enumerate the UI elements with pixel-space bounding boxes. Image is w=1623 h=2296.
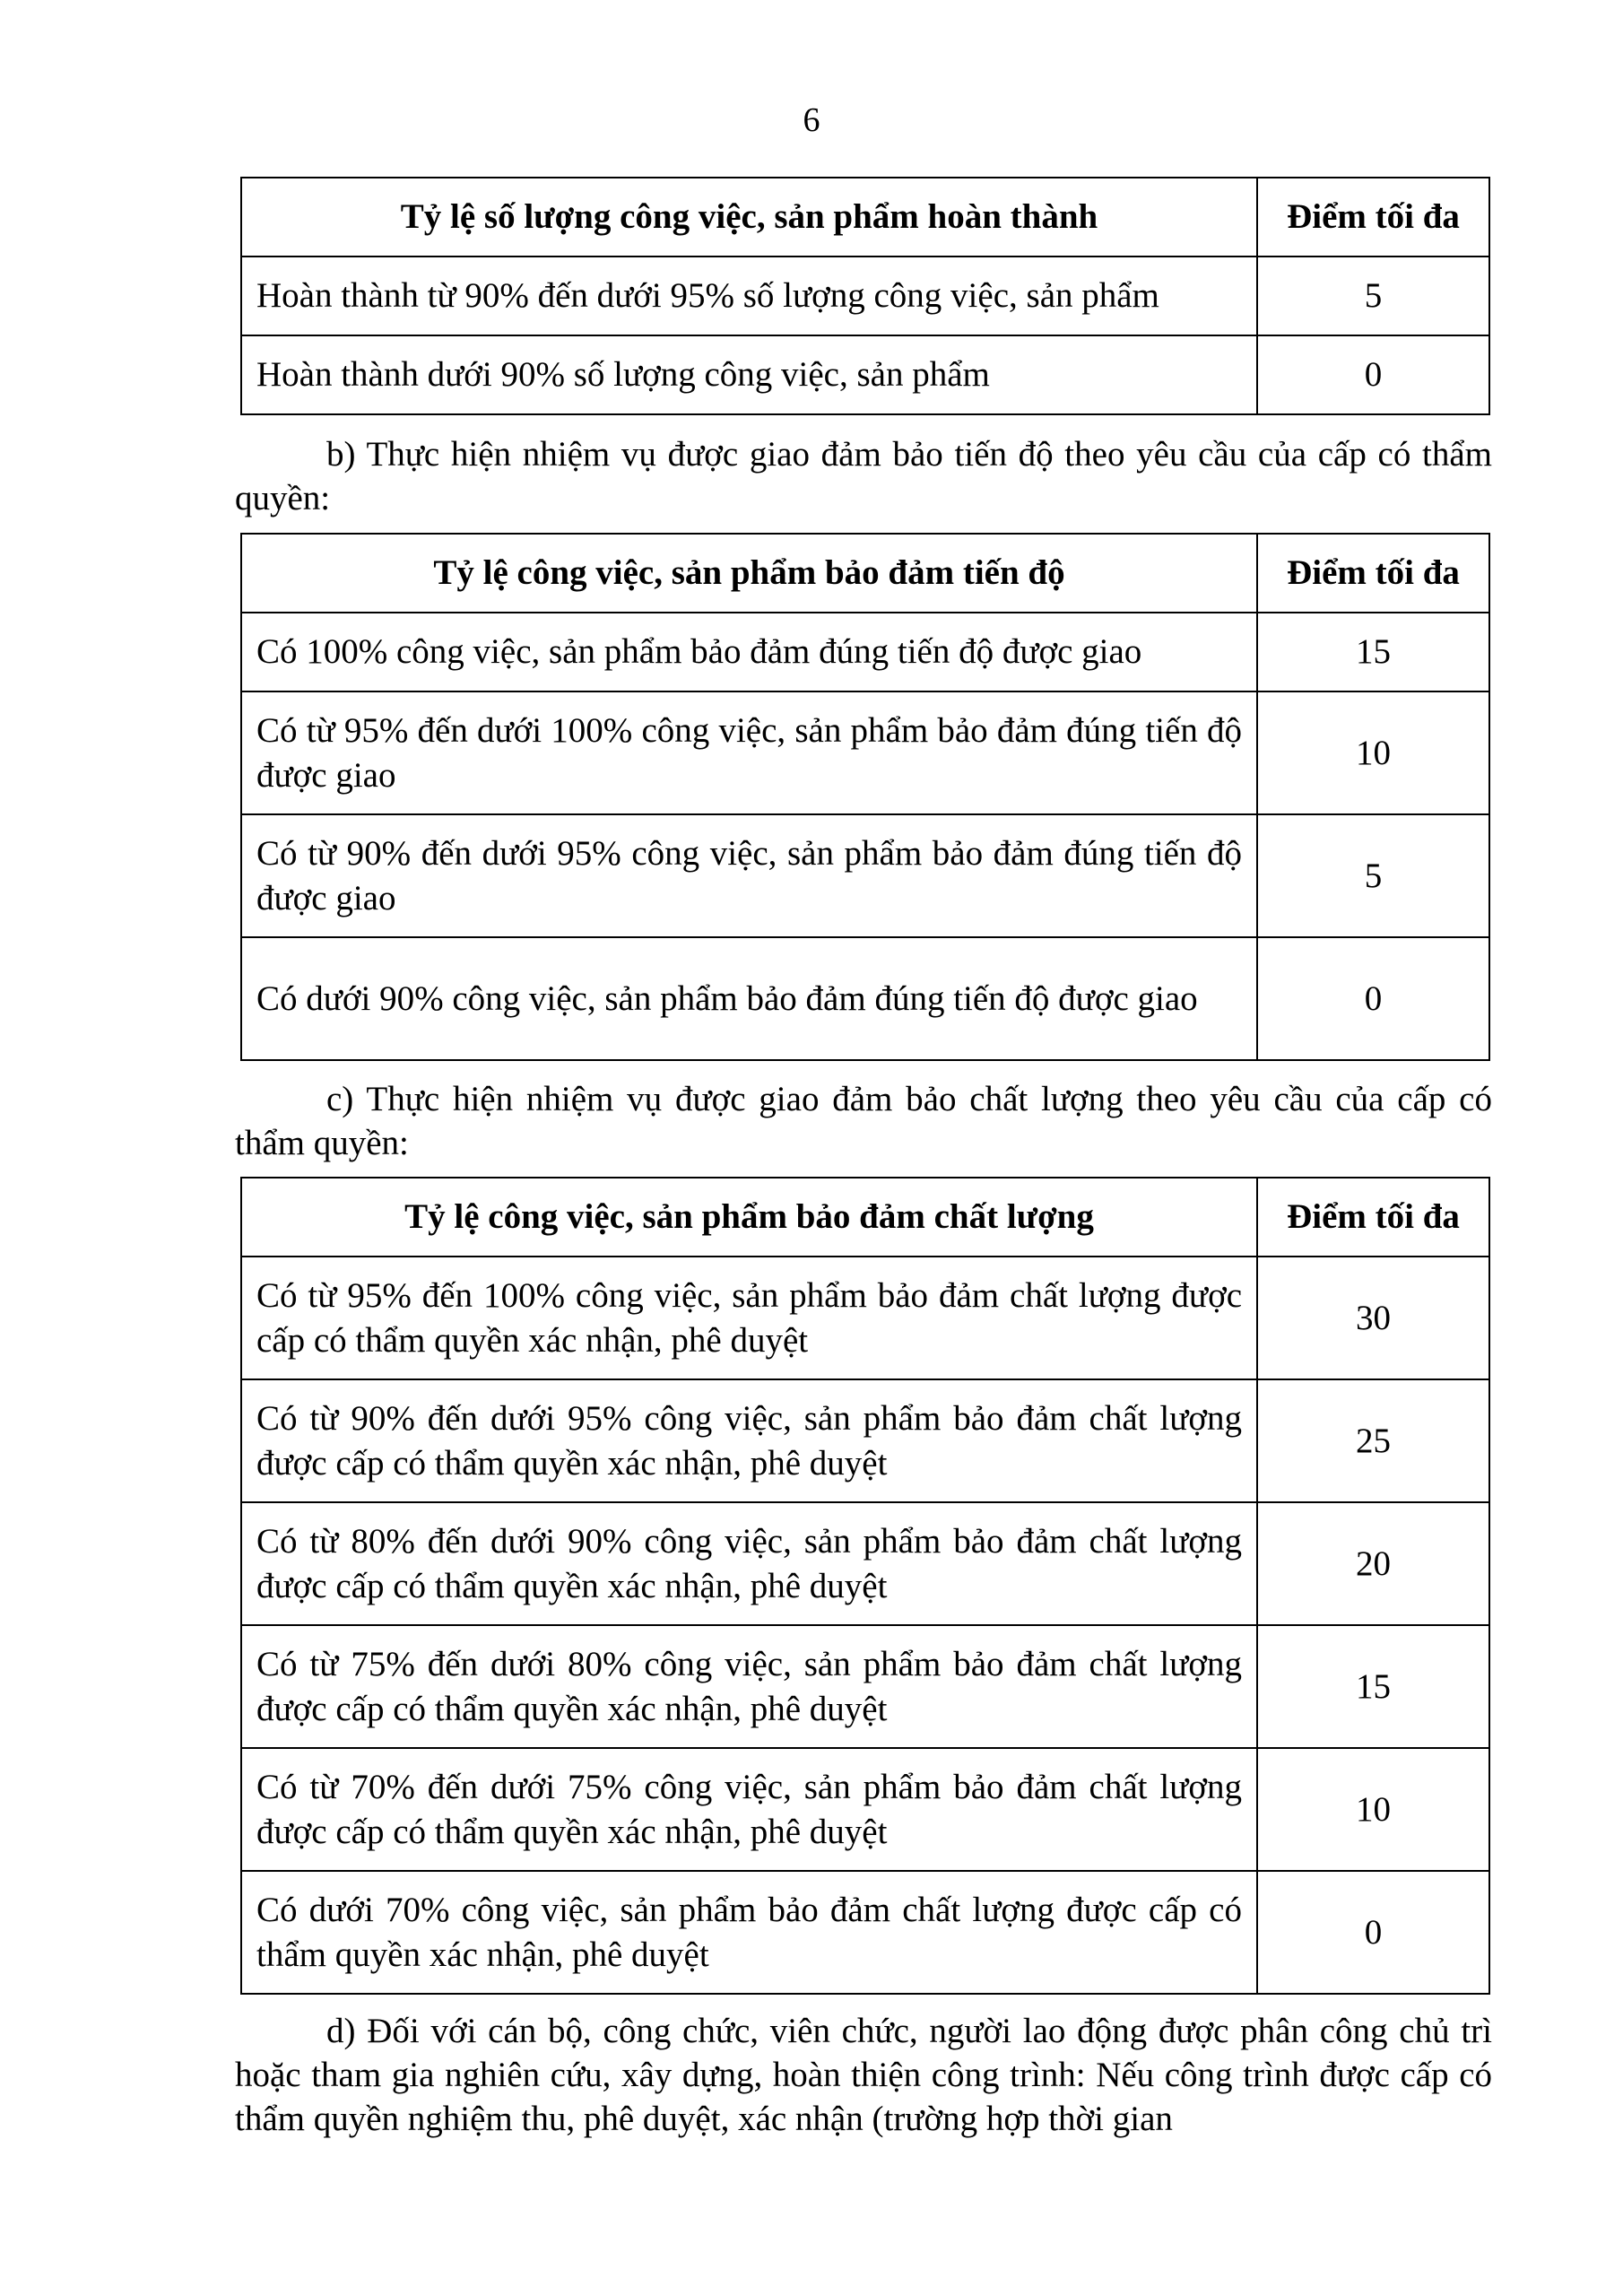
table-row [241,814,1489,937]
criteria-cell: Hoàn thành dưới 90% số lượng công việc, sản phẩm [241,335,1257,414]
criteria-cell: Có từ 75% đến dưới 80% công việc, sản phẩm bảo đảm chất lượng được cấp có thẩm quyền xác nhận, phê duyệt [241,1625,1257,1748]
criteria-cell: Có từ 95% đến 100% công việc, sản phẩm bảo đảm chất lượng được cấp có thẩm quyền xác nhận, phê duyệt [241,1257,1257,1379]
points-cell: 15 [1257,1625,1489,1748]
points-cell: 20 [1257,1502,1489,1625]
table-row [241,613,1489,691]
table-row [241,1502,1489,1625]
column-header-criteria: Tỷ lệ số lượng công việc, sản phẩm hoàn thành [241,178,1257,257]
table-row [241,1748,1489,1871]
paragraph-b: b) Thực hiện nhiệm vụ được giao đảm bảo tiến độ theo yêu cầu của cấp có thẩm quyền: [235,435,1492,517]
table-row [241,691,1489,814]
points-cell: 5 [1257,814,1489,937]
table-header-row [241,534,1489,613]
criteria-cell: Có từ 90% đến dưới 95% công việc, sản phẩm bảo đảm đúng tiến độ được giao [241,814,1257,937]
table-row [241,1379,1489,1502]
table-row [241,1871,1489,1994]
paragraph-c: c) Thực hiện nhiệm vụ được giao đảm bảo chất lượng theo yêu cầu của cấp có thẩm quyền: [235,1080,1492,1162]
criteria-cell: Có 100% công việc, sản phẩm bảo đảm đúng tiến độ được giao [241,613,1257,691]
paragraph-d: d) Đối với cán bộ, công chức, viên chức, người lao động được phân công chủ trì hoặc tham gia nghiên cứu, xây dựng, hoàn thiện công trình: Nếu công trình được cấp có thẩm quyền nghiệm thu, phê duyệt, xác nhận (trường hợp thời gian [235,2012,1492,2138]
table-header-row [241,1178,1489,1257]
points-cell: 30 [1257,1257,1489,1379]
table-row [241,1625,1489,1748]
column-header-max-points: Điểm tối đa [1257,178,1489,257]
criteria-cell: Có từ 95% đến dưới 100% công việc, sản phẩm bảo đảm đúng tiến độ được giao [241,691,1257,814]
criteria-cell: Có dưới 70% công việc, sản phẩm bảo đảm chất lượng được cấp có thẩm quyền xác nhận, phê duyệt [241,1871,1257,1994]
table-row [241,937,1489,1060]
criteria-cell: Có từ 70% đến dưới 75% công việc, sản phẩm bảo đảm chất lượng được cấp có thẩm quyền xác nhận, phê duyệt [241,1748,1257,1871]
table-row [241,257,1489,335]
points-cell: 0 [1257,937,1489,1060]
points-cell: 10 [1257,691,1489,814]
quality-table [240,1177,1490,1995]
column-header-max-points: Điểm tối đa [1257,534,1489,613]
column-header-max-points: Điểm tối đa [1257,1178,1489,1257]
points-cell: 5 [1257,257,1489,335]
points-cell: 15 [1257,613,1489,691]
completion-quantity-table [240,177,1490,415]
criteria-cell: Hoàn thành từ 90% đến dưới 95% số lượng công việc, sản phẩm [241,257,1257,335]
criteria-cell: Có từ 80% đến dưới 90% công việc, sản phẩm bảo đảm chất lượng được cấp có thẩm quyền xác nhận, phê duyệt [241,1502,1257,1625]
page-number: 6 [803,101,820,139]
points-cell: 25 [1257,1379,1489,1502]
table-header-row [241,178,1489,257]
points-cell: 10 [1257,1748,1489,1871]
points-cell: 0 [1257,1871,1489,1994]
criteria-cell: Có từ 90% đến dưới 95% công việc, sản phẩm bảo đảm chất lượng được cấp có thẩm quyền xác nhận, phê duyệt [241,1379,1257,1502]
progress-table [240,533,1490,1061]
column-header-criteria: Tỷ lệ công việc, sản phẩm bảo đảm tiến độ [241,534,1257,613]
points-cell: 0 [1257,335,1489,414]
table-row [241,335,1489,414]
column-header-criteria: Tỷ lệ công việc, sản phẩm bảo đảm chất lượng [241,1178,1257,1257]
table-row [241,1257,1489,1379]
criteria-cell: Có dưới 90% công việc, sản phẩm bảo đảm đúng tiến độ được giao [241,937,1257,1060]
